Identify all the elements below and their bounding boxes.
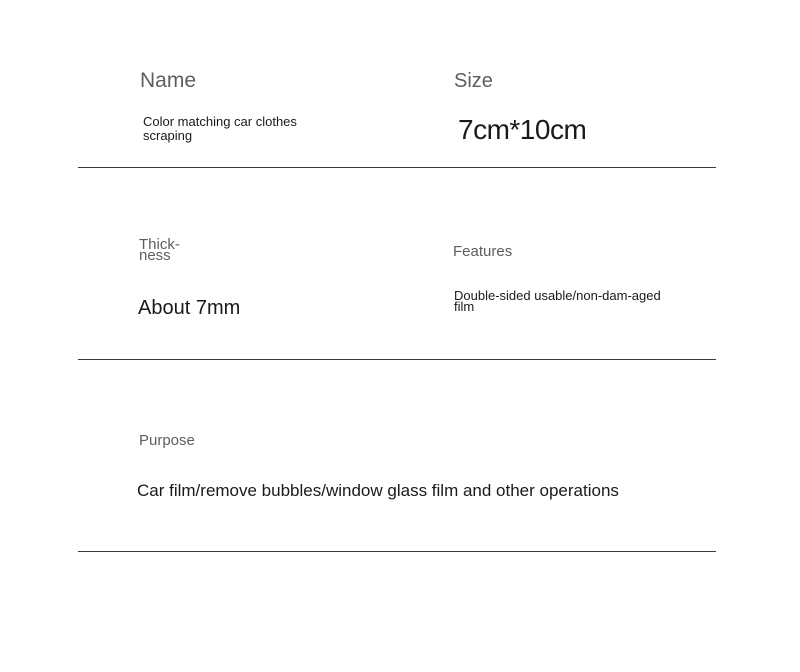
purpose-label: Purpose	[139, 432, 195, 449]
features-value: Double-sided usable/non-dam-aged film	[454, 288, 661, 314]
size-label: Size	[454, 70, 493, 92]
features-label: Features	[453, 243, 513, 260]
divider	[78, 551, 716, 552]
divider	[78, 167, 716, 168]
name-label: Name	[140, 69, 197, 92]
name-value: Color matching car clothes scraping	[143, 114, 297, 143]
thickness-label: Thick-ness	[139, 236, 180, 264]
purpose-value: Car film/remove bubbles/window glass film and other operations	[137, 481, 619, 500]
size-value: 7cm*10cm	[458, 114, 587, 145]
divider	[78, 359, 716, 360]
thickness-value: About 7mm	[138, 297, 241, 319]
